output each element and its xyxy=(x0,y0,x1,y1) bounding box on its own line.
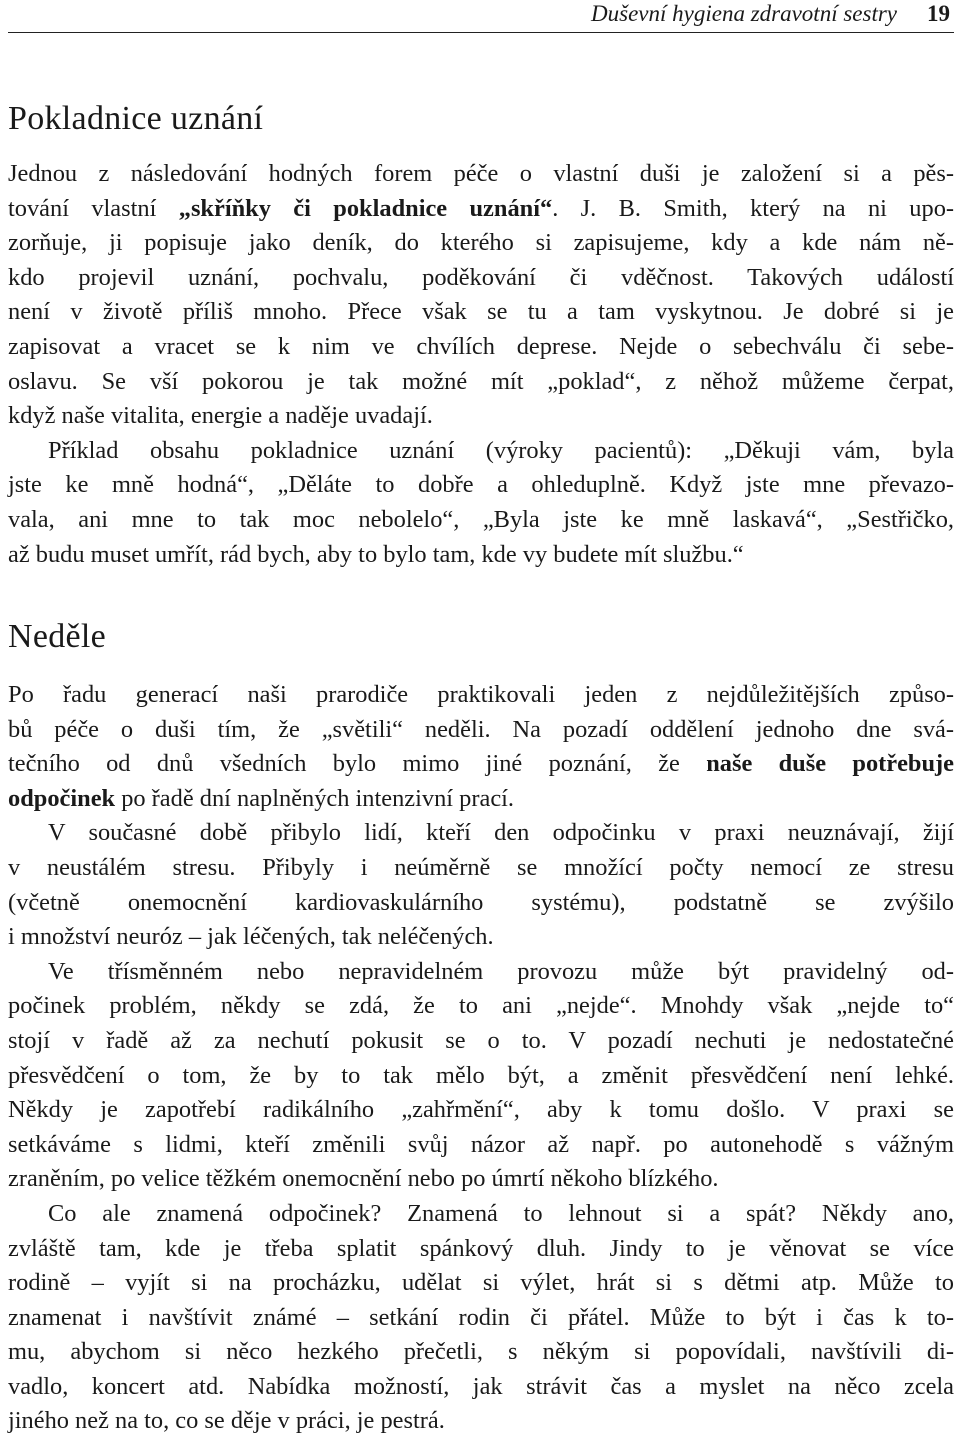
paragraph-line: mu, abychom si něco hezkého přečetli, s někým si popovídali, navštívili di- xyxy=(8,1338,954,1366)
paragraph-line: oslavu. Se vší pokorou je tak možné mít „poklad“, z něhož můžeme čerpat, xyxy=(8,367,954,395)
paragraph-line xyxy=(8,782,954,817)
paragraph-line: zvláště tam, kde je třeba splatit spánkový dluh. Jindy to je věnovat se více xyxy=(8,1234,954,1262)
paragraph-line: přesvědčení o tom, že by to tak mělo být, a změnit přesvědčení není lehké. xyxy=(8,1061,954,1089)
paragraph-line: vala, ani mne to tak moc nebolelo“, „Byla jste ke mně laskavá“, „Sestřičko, xyxy=(8,505,954,533)
section-body-nedele xyxy=(8,678,954,1439)
section-heading-nedele: Neděle xyxy=(8,618,107,655)
paragraph-line: bů péče o duši tím, že „světili“ neděli. Na pozadí oddělení jednoho dne svá- xyxy=(8,715,954,743)
paragraph-line: Někdy je zapotřebí radikálního „zahřmění“, aby k tomu došlo. V praxi se xyxy=(8,1096,954,1124)
section-heading-pokladnice: Pokladnice uznání xyxy=(8,100,264,137)
paragraph-line: není v životě příliš mnoho. Přece však se tu a tam vyskytnou. Je dobré si je xyxy=(8,298,954,326)
paragraph-line: stojí v řadě až za nechutí pokusit se o to. V pozadí nechuti je nedostatečné xyxy=(8,1026,954,1054)
paragraph-line xyxy=(8,192,954,227)
paragraph-line: Po řadu generací naši prarodiče praktikovali jeden z nejdůležitějších způso- xyxy=(8,681,954,708)
paragraph-line: (včetně onemocnění kardiovaskulárního systému), podstatně se zvýšilo xyxy=(8,888,954,916)
paragraph-line: jste ke mně hodná“, „Děláte to dobře a ohleduplně. Když jste mne převazo- xyxy=(8,471,954,499)
paragraph-line: vadlo, koncert atd. Nabídka možností, jak strávit čas a myslet na něco zcela xyxy=(8,1372,954,1400)
text-run: tování vlastní xyxy=(8,194,179,222)
running-title: Duševní hygiena zdravotní sestry xyxy=(591,1,897,26)
paragraph-line: znamenat i navštívit známé – setkání rodin či přátel. Může to být i čas k to- xyxy=(8,1303,954,1331)
paragraph-line: kdo projevil uznání, pochvalu, poděkování či vděčnost. Takových událostí xyxy=(8,263,954,291)
paragraph-line: když naše vitalita, energie a naděje uvadají. xyxy=(8,402,433,430)
paragraph-line: V současné době přibylo lidí, kteří den odpočinku v praxi neuznávají, žijí xyxy=(48,819,954,847)
paragraph-line xyxy=(8,747,954,782)
bold-phrase: „skříňky či pokladnice uznání“ xyxy=(178,194,553,222)
paragraph-line: jiného než na to, co se děje v práci, je pestrá. xyxy=(8,1407,445,1435)
text-run: tečního od dnů všedních bylo mimo jiné poznání, že xyxy=(8,750,707,778)
paragraph-line: počinek problém, někdy se zdá, že to ani „nejde“. Mnohdy však „nejde to“ xyxy=(8,992,954,1020)
bold-phrase: odpočinek xyxy=(8,784,116,812)
paragraph-line: až budu muset umřít, rád bych, aby to bylo tam, kde vy budete mít službu.“ xyxy=(8,540,744,568)
bold-phrase: naše duše potřebuje xyxy=(706,750,954,778)
paragraph-line: v neustálém stresu. Přibyly i neúměrně se množící počty nemocí ze stresu xyxy=(8,853,954,881)
paragraph-line: Co ale znamená odpočinek? Znamená to lehnout si a spát? Někdy ano, xyxy=(48,1199,954,1227)
paragraph-line: Ve třísměnném nebo nepravidelném provozu může být pravidelný od- xyxy=(48,957,954,985)
paragraph-line: rodině – vyjít si na procházku, udělat si výlet, hrát si s dětmi atp. Může to xyxy=(8,1269,954,1297)
page-number: 19 xyxy=(927,1,950,26)
paragraph-line: setkáváme s lidmi, kteří změnili svůj názor až např. po autonehodě s vážným xyxy=(8,1130,954,1158)
paragraph-line: zorňuje, ji popisuje jako deník, do kterého si zapisujeme, kdy a kde nám ně- xyxy=(8,229,954,257)
paragraph-line: zapisovat a vracet se k nim ve chvílích deprese. Nejde o sebechválu či sebe- xyxy=(8,332,954,360)
paragraph-line: zraněním, po velice těžkém onemocnění nebo po úmrtí někoho blízkého. xyxy=(8,1165,719,1193)
text-run: . J. B. Smith, který na ni upo- xyxy=(552,194,955,222)
paragraph-line: Příklad obsahu pokladnice uznání (výroky pacientů): „Děkuji vám, byla xyxy=(48,436,954,464)
paragraph-line: Jednou z následování hodných forem péče o vlastní duši je založení si a pěs- xyxy=(8,160,954,187)
running-header xyxy=(8,0,954,33)
text-run: po řadě dní naplněných intenzivní prací. xyxy=(115,784,515,812)
section-body-pokladnice xyxy=(8,157,954,572)
paragraph-line: i množství neuróz – jak léčených, tak neléčených. xyxy=(8,923,494,951)
